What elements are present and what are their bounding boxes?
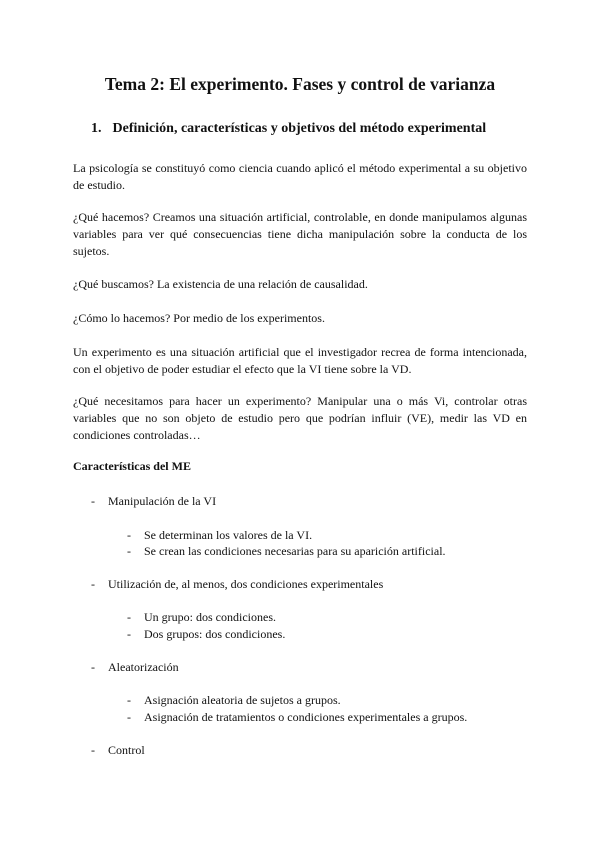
section-number: 1. xyxy=(91,121,102,136)
sub-list-item-label: Se crean las condiciones necesarias para su aparición artificial. xyxy=(144,544,446,558)
list-dash: - xyxy=(127,544,131,558)
sub-list-item-label: Asignación de tratamientos o condiciones experimentales a grupos. xyxy=(144,710,468,724)
paragraph: ¿Cómo lo hacemos? Por medio de los experimentos. xyxy=(73,311,325,325)
list-dash: - xyxy=(127,693,131,707)
list-item-label: Aleatorización xyxy=(108,660,179,674)
paragraph: ¿Qué buscamos? La existencia de una relación de causalidad. xyxy=(73,277,368,291)
list-dash: - xyxy=(127,627,131,641)
list-item xyxy=(91,659,179,676)
sub-list-item xyxy=(127,692,341,709)
sub-list-item xyxy=(127,709,467,726)
sub-list-item xyxy=(127,543,446,560)
sub-list-item xyxy=(127,609,276,626)
section-heading xyxy=(91,121,486,137)
sub-list-item-label: Dos grupos: dos condiciones. xyxy=(144,627,286,641)
list-dash: - xyxy=(127,610,131,624)
list-item-label: Manipulación de la VI xyxy=(108,494,217,508)
sub-list-item xyxy=(127,527,312,544)
list-dash: - xyxy=(91,743,95,757)
paragraph: Un experimento es una situación artificial que el investigador recrea de forma intencionada, con el objetivo de poder estudiar el efecto que la VI tiene sobre la VD. xyxy=(73,345,527,376)
list-item xyxy=(91,493,216,510)
list-item-label: Utilización de, al menos, dos condiciones experimentales xyxy=(108,577,384,591)
list-item xyxy=(91,742,145,759)
paragraph: ¿Qué necesitamos para hacer un experimento? Manipular una o más Vi, controlar otras variables que no son objeto de estudio pero que podrían influir (VE), medir las VD en condiciones controladas… xyxy=(73,394,527,442)
document-title: Tema 2: El experimento. Fases y control de varianza xyxy=(104,74,496,94)
list-item-label: Control xyxy=(108,743,145,757)
section-heading-text: Definición, características y objetivos del método experimental xyxy=(112,121,487,136)
sub-list-item xyxy=(127,626,285,643)
list-dash: - xyxy=(91,660,95,674)
characteristics-heading: Características del ME xyxy=(73,459,191,473)
list-dash: - xyxy=(127,528,131,542)
sub-list-item-label: Se determinan los valores de la VI. xyxy=(144,528,313,542)
list-item xyxy=(91,576,383,593)
list-dash: - xyxy=(127,710,131,724)
paragraph: ¿Qué hacemos? Creamos una situación artificial, controlable, en donde manipulamos algunas variables para ver qué consecuencias tiene dicha manipulación sobre la conducta de los sujetos. xyxy=(73,210,527,258)
list-dash: - xyxy=(91,494,95,508)
sub-list-item-label: Un grupo: dos condiciones. xyxy=(144,610,276,624)
sub-list-item-label: Asignación aleatoria de sujetos a grupos. xyxy=(144,693,341,707)
list-dash: - xyxy=(91,577,95,591)
paragraph: La psicología se constituyó como ciencia cuando aplicó el método experimental a su objetivo de estudio. xyxy=(73,161,527,192)
